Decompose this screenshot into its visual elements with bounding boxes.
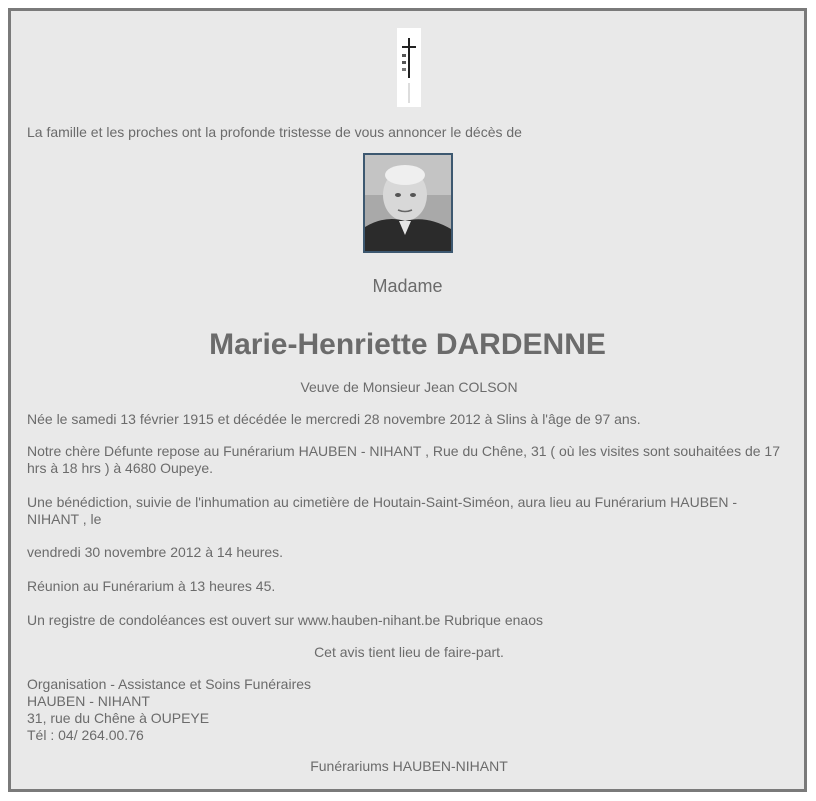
organisation-line-1: Organisation - Assistance et Soins Funéraires bbox=[27, 676, 312, 692]
obituary-card bbox=[8, 8, 807, 792]
spouse-text: Veuve de Monsieur Jean COLSON bbox=[300, 379, 518, 395]
honorific: Madame bbox=[372, 276, 443, 296]
deceased-name: Marie-Henriette DARDENNE bbox=[209, 328, 606, 361]
notice-text: Cet avis tient lieu de faire-part. bbox=[314, 644, 504, 660]
portrait-photo bbox=[363, 153, 453, 253]
birth-death-text: Née le samedi 13 février 1915 et décédée le mercredi 28 novembre 2012 à Slins à l'âge de 97 ans. bbox=[27, 411, 641, 427]
organisation-line-3: 31, rue du Chêne à OUPEYE bbox=[27, 710, 210, 726]
cross-icon bbox=[397, 28, 421, 107]
intro-text: La famille et les proches ont la profonde tristesse de vous annoncer le décès de bbox=[27, 124, 522, 140]
organisation-line-4: Tél : 04/ 264.00.76 bbox=[27, 727, 144, 743]
organisation-line-2: HAUBEN - NIHANT bbox=[27, 693, 150, 709]
meeting-text: Réunion au Funérarium à 13 heures 45. bbox=[27, 578, 276, 594]
ceremony-date-text: vendredi 30 novembre 2012 à 14 heures. bbox=[27, 544, 284, 560]
footer-text: Funérariums HAUBEN-NIHANT bbox=[310, 758, 508, 774]
register-text: Un registre de condoléances est ouvert sur www.hauben-nihant.be Rubrique enaos bbox=[27, 612, 543, 628]
ceremony-text: Une bénédiction, suivie de l'inhumation au cimetière de Houtain-Saint-Siméon, aura lieu au Funérarium HAUBEN - NIHANT , le bbox=[27, 494, 738, 527]
rest-place-text: Notre chère Défunte repose au Funérarium HAUBEN - NIHANT , Rue du Chêne, 31 ( où les visites sont souhaitées de 17 hrs à 18 hrs ) à 4680 Oupeye. bbox=[27, 443, 781, 476]
